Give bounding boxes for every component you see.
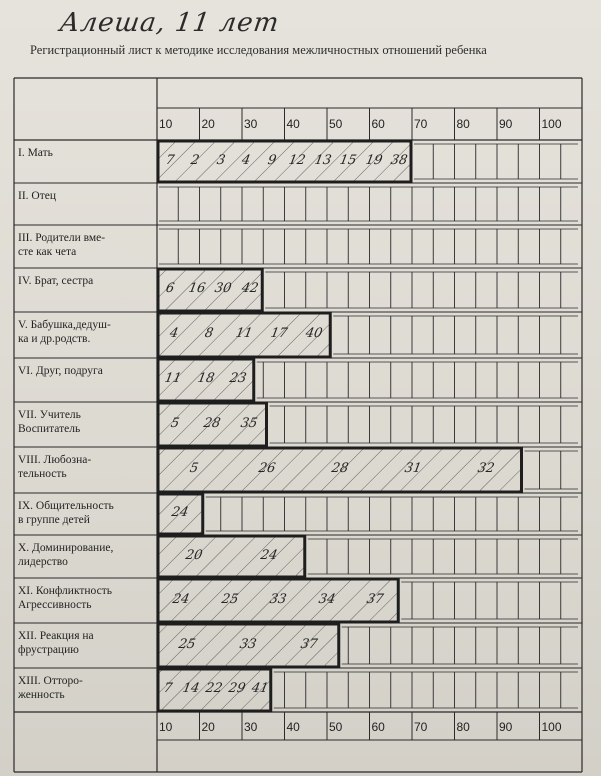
handwritten-mark: 11 [234,326,254,341]
percent-tick: 10 [159,117,173,131]
row-label [18,146,153,160]
handwritten-mark: 25 [220,591,240,607]
handwritten-mark: 30 [213,281,233,296]
percent-tick: 100 [541,117,562,131]
handwritten-mark: 23 [228,371,249,386]
percent-tick-footer: 40 [286,720,300,734]
row-label [18,189,153,203]
row-label-line: лидерство [18,556,68,568]
handwritten-mark: 4 [168,326,180,341]
handwritten-name: Алеша, 11 лет [57,8,282,38]
row-label [18,408,153,436]
percent-tick: 20 [201,117,215,131]
handwritten-mark: 31 [403,461,423,476]
percent-tick: 80 [456,117,470,131]
handwritten-mark: 24 [258,547,279,563]
row-label-line: тельность [18,468,67,480]
handwritten-mark: 17 [269,326,289,341]
handwritten-mark: 19 [364,152,384,168]
row-label [18,364,153,378]
percent-tick-footer: 100 [541,720,562,734]
row-label-line: V. Бабушка,дедуш- [18,319,111,331]
handwritten-mark: 28 [202,415,222,431]
handwritten-mark: 14 [181,681,202,696]
handwritten-mark: 32 [476,461,496,476]
row-label-line: в группе детей [18,514,90,526]
handwritten-mark: 35 [239,415,259,431]
percent-tick: 60 [371,117,385,131]
row-label-line: VIII. Любозна- [18,454,92,466]
handwritten-mark: 2 [189,152,201,168]
row-label-line: фрустрацию [18,644,79,656]
handwritten-mark: 22 [204,681,224,696]
handwritten-mark: 12 [287,152,307,168]
handwritten-mark: 7 [163,681,174,696]
handwritten-mark: 3 [215,152,227,168]
percent-tick-footer: 30 [244,720,258,734]
handwritten-mark: 40 [304,326,324,341]
handwritten-mark: 5 [188,461,200,476]
row-label [18,541,153,569]
row-label-line: VII. Учитель [18,409,81,421]
handwritten-mark: 37 [365,591,385,607]
row-label [18,453,153,481]
row-label-line: IV. Брат, сестра [18,275,94,287]
row-label-line: Воспитатель [18,423,81,435]
row-label-line: VI. Друг, подруга [18,365,103,377]
row-label [18,231,153,259]
row-label [18,584,153,612]
row-label [18,318,153,346]
handwritten-mark: 18 [196,371,216,386]
handwritten-mark: 7 [164,152,176,168]
handwritten-mark: 13 [313,152,333,168]
row-label-line: сте как чета [18,246,77,258]
row-label [18,499,153,527]
row-label-line: Агрессивность [18,599,92,611]
handwritten-mark: 8 [203,326,215,341]
percent-tick-footer: 80 [456,720,470,734]
handwritten-mark: 5 [169,415,181,431]
handwritten-mark: 37 [299,636,319,652]
percent-tick: 50 [329,117,343,131]
percent-tick: 30 [244,117,258,131]
handwritten-mark: 38 [389,152,409,168]
handwritten-mark: 24 [171,591,191,607]
row-label-line: XIII. Отторо- [18,675,83,687]
row-label-line: XII. Реакция на [18,630,94,642]
handwritten-mark: 33 [238,636,258,652]
sheet-title: Регистрационный лист к методике исследования межличностных отношений ребенка [30,43,487,57]
percent-tick: 40 [286,117,300,131]
percent-tick-footer: 90 [499,720,513,734]
row-label [18,629,153,657]
handwritten-mark: 26 [257,461,277,476]
handwritten-mark: 11 [163,371,183,386]
handwritten-mark: 29 [227,681,247,696]
row-label-line: IX. Общительность [18,500,114,512]
handwritten-mark: 20 [184,547,204,563]
handwritten-mark: 33 [268,591,288,607]
row-label [18,674,153,702]
percent-tick-footer: 50 [329,720,343,734]
percent-tick-footer: 70 [414,720,428,734]
row-label-line: XI. Конфликтность [18,585,112,597]
handwritten-mark: 25 [177,636,198,652]
percent-tick-footer: 10 [159,720,173,734]
row-label [18,274,153,288]
handwritten-mark: 41 [250,681,270,696]
percent-tick: 90 [499,117,513,131]
percent-tick: 70 [414,117,428,131]
handwritten-mark: 4 [240,152,252,168]
row-label-line: I. Мать [18,147,53,159]
row-label-line: III. Родители вме- [18,232,106,244]
percent-tick-footer: 60 [371,720,385,734]
row-label-line: II. Отец [18,190,56,202]
handwritten-mark: 6 [164,281,176,296]
percent-tick-footer: 20 [201,720,215,734]
row-label-line: ка и др.родств. [18,333,91,345]
handwritten-mark: 16 [187,281,207,296]
handwritten-mark: 34 [316,591,337,607]
row-label-line: женность [18,689,65,701]
handwritten-mark: 42 [240,281,260,296]
row-label-line: X. Доминирование, [18,542,114,554]
handwritten-mark: 24 [170,505,190,520]
handwritten-mark: 15 [338,152,358,168]
handwritten-mark: 28 [330,461,350,476]
handwritten-mark: 9 [266,152,278,168]
